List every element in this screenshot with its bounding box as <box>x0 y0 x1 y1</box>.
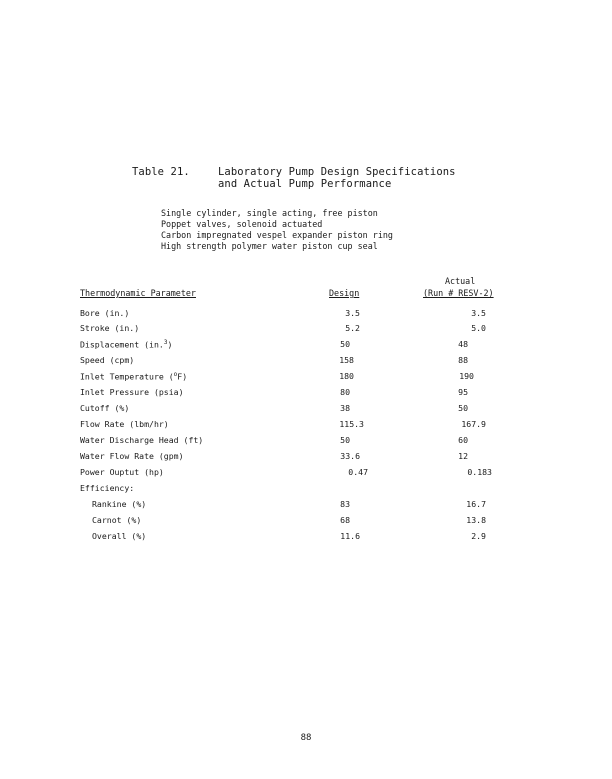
actual-value: 2.9 <box>471 531 486 541</box>
table-number: Table 21. <box>132 166 190 178</box>
design-value: 11.6 <box>340 531 360 541</box>
design-value: 80 <box>340 387 350 397</box>
row-label: Overall (%) <box>92 531 147 541</box>
actual-value: 0.183 <box>467 467 492 477</box>
actual-value: 16.7 <box>466 499 486 509</box>
page-number: 88 <box>300 733 312 743</box>
row-label: Inlet Pressure (psia) <box>80 387 184 397</box>
actual-value: 50 <box>458 403 468 413</box>
actual-value: 95 <box>458 387 468 397</box>
row-label: Rankine (%) <box>92 499 147 509</box>
design-value: 38 <box>340 403 350 413</box>
design-value: 68 <box>340 515 350 525</box>
row-label: Power Ouptut (hp) <box>80 467 164 477</box>
row-label: Speed (cpm) <box>80 355 135 365</box>
spec-note: Poppet valves, solenoid actuated <box>161 219 323 229</box>
column-header-actual-line1: Actual <box>445 276 476 286</box>
row-label: Water Flow Rate (gpm) <box>80 451 184 461</box>
row-label: Flow Rate (lbm/hr) <box>80 419 169 429</box>
design-value: 50 <box>340 435 350 445</box>
actual-value: 5.0 <box>471 323 486 333</box>
actual-value: 13.8 <box>466 515 486 525</box>
design-value: 50 <box>340 339 350 349</box>
row-label: Water Discharge Head (ft) <box>80 435 204 445</box>
design-value: 0.47 <box>348 467 368 477</box>
design-value: 158 <box>339 355 354 365</box>
actual-value: 12 <box>458 451 468 461</box>
actual-value: 60 <box>458 435 468 445</box>
design-value: 5.2 <box>345 323 360 333</box>
actual-value: 167.9 <box>461 419 486 429</box>
design-value: 3.5 <box>345 308 360 318</box>
table-title-line1: Laboratory Pump Design Specifications <box>218 166 456 178</box>
spec-note: Carbon impregnated vespel expander piston ring <box>161 230 393 240</box>
actual-value: 88 <box>458 355 468 365</box>
design-value: 115.3 <box>339 419 364 429</box>
design-value: 33.6 <box>340 451 360 461</box>
actual-value: 3.5 <box>471 308 486 318</box>
row-label: Inlet Temperature ($^o$F) <box>80 371 188 382</box>
row-label: Efficiency: <box>80 483 135 493</box>
actual-value: 48 <box>458 339 468 349</box>
column-header-parameter: Thermodynamic Parameter <box>80 288 196 298</box>
spec-note: Single cylinder, single acting, free piston <box>161 208 378 218</box>
row-label: Stroke (in.) <box>80 323 140 333</box>
column-header-actual-line2: (Run # RESV-2) <box>423 288 494 298</box>
spec-note: High strength polymer water piston cup seal <box>161 241 378 251</box>
design-value: 83 <box>340 499 350 509</box>
row-label: Cutoff (%) <box>80 403 130 413</box>
table-title-line2: and Actual Pump Performance <box>218 178 392 190</box>
row-label: Displacement (in.$^3$) <box>80 339 173 350</box>
design-value: 180 <box>339 371 354 381</box>
row-label: Bore (in.) <box>80 308 130 318</box>
column-header-design: Design <box>329 288 360 298</box>
actual-value: 190 <box>459 371 474 381</box>
row-label: Carnot (%) <box>92 515 142 525</box>
